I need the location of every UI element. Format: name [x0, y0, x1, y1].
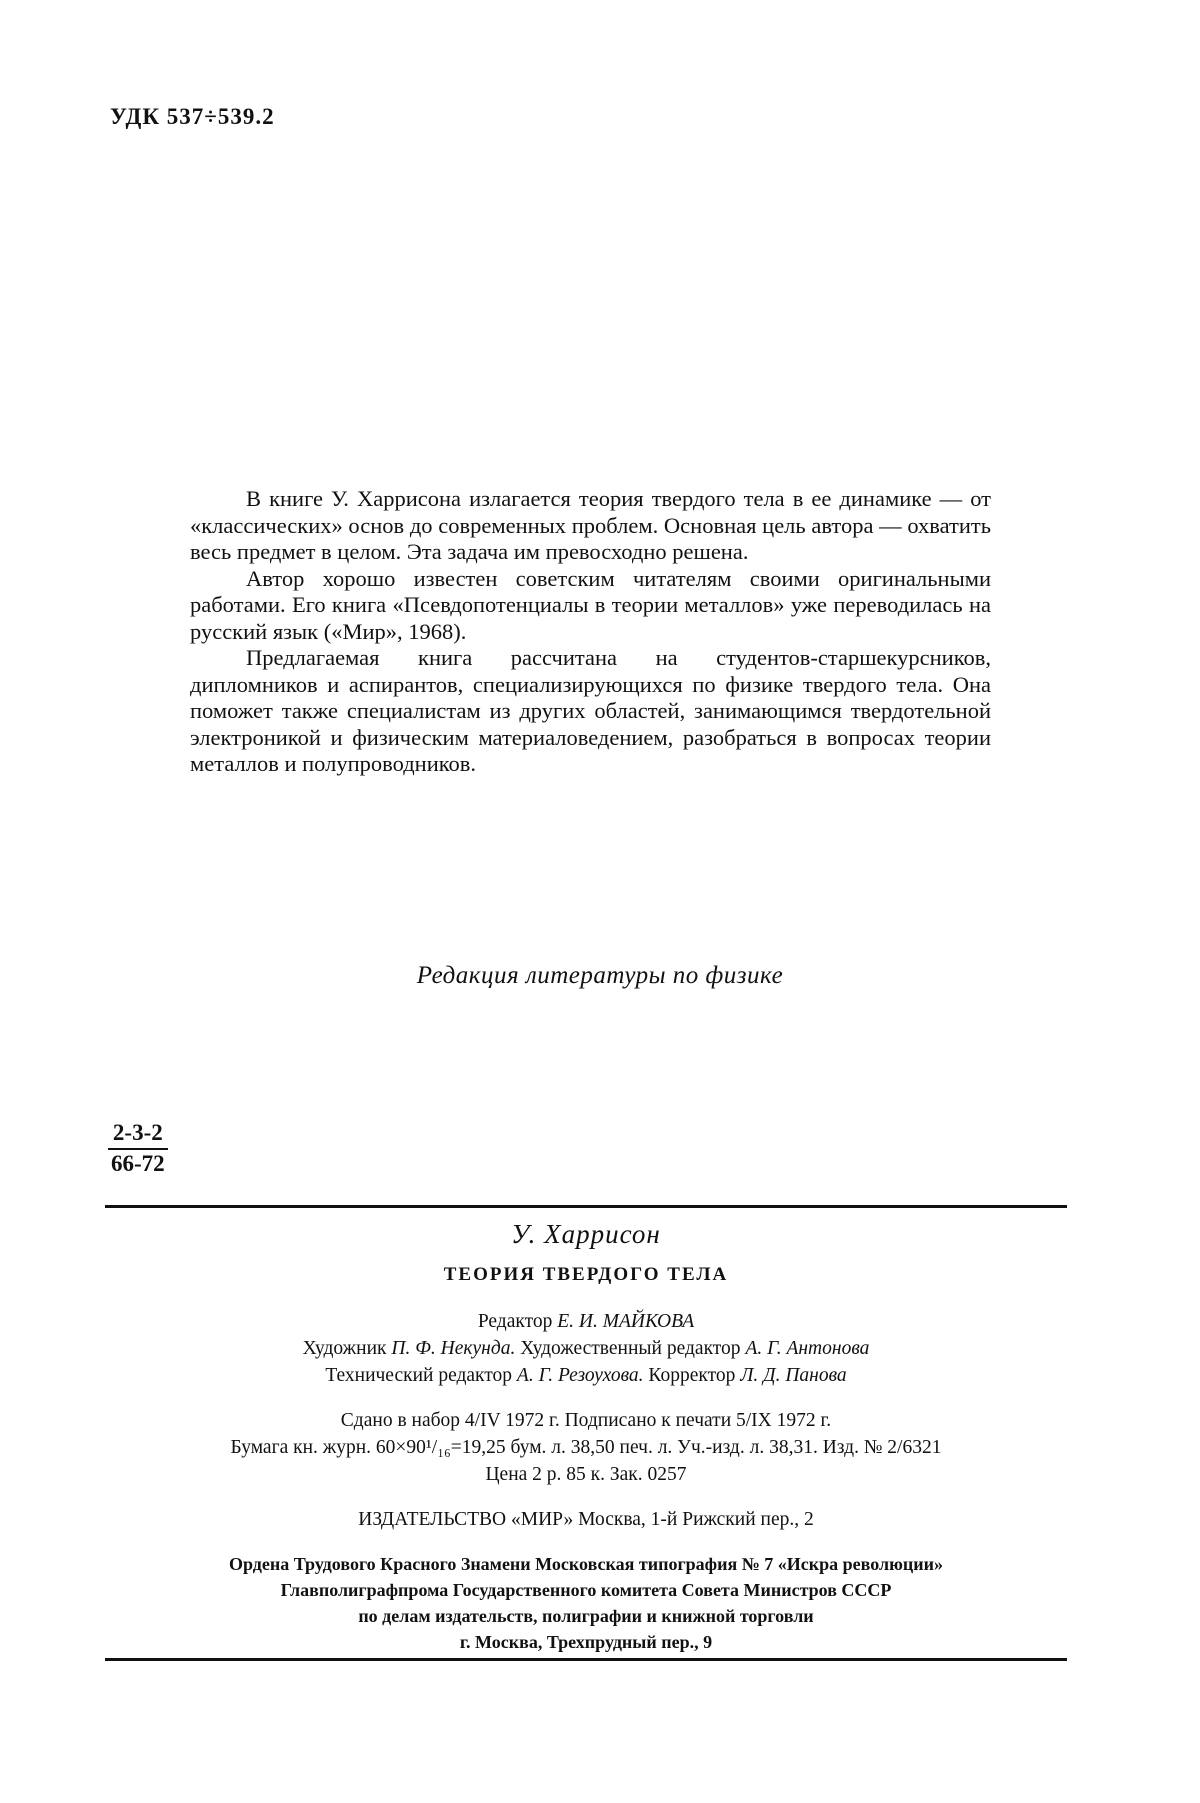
art-editor-name: А. Г. Антонова	[745, 1338, 870, 1359]
printer-address: г. Москва, Трехпрудный пер., 9	[459, 1632, 713, 1652]
print-dates: Сдано в набор 4/IV 1972 г. Подписано к печати 5/IX 1972 г.	[340, 1410, 832, 1431]
artist-label: Художник	[302, 1338, 387, 1359]
annotation	[190, 486, 991, 778]
tech-editor-line	[105, 1362, 1067, 1389]
divider-top	[105, 1205, 1067, 1208]
artist-line	[105, 1335, 1067, 1362]
editor-label: Редактор	[477, 1311, 553, 1332]
annotation-paragraph: Предлагаемая книга рассчитана на студентов-старшекурсников, дипломников и аспирантов, специализирующихся по физике твердого тела. Она поможет также специалистам из других областей, занимающимся твердотельной электроникой и физическим материаловедением, разобраться в вопросах теории металлов и полупроводников.	[190, 645, 991, 776]
catalog-code-denominator: 66-72	[108, 1148, 168, 1177]
paper-format: Бумага кн. журн. 60×90¹/₁₆=19,25 бум. л. 38,50 печ. л. Уч.-изд. л. 38,31. Изд. № 2/6321	[230, 1437, 942, 1458]
tech-editor-name: А. Г. Резоухова.	[516, 1365, 644, 1386]
divider-bottom	[105, 1658, 1067, 1661]
price-order: Цена 2 р. 85 к. Зак. 0257	[485, 1464, 687, 1485]
annotation-paragraph: В книге У. Харрисона излагается теория твердого тела в ее динамике — от «классических» основ до современных проблем. Основная цель автора — охватить весь предмет в целом. Эта задача им превосходно решена.	[190, 486, 991, 564]
editor-name: Е. И. МАЙКОВА	[557, 1311, 695, 1332]
artist-name: П. Ф. Некунда.	[391, 1338, 516, 1359]
imprint-author: У. Харрисон	[511, 1219, 661, 1249]
printer-line: по делам издательств, полиграфии и книжной торговли	[358, 1606, 814, 1626]
printer-line: Главполиграфпрома Государственного комитета Совета Министров СССР	[280, 1580, 892, 1600]
imprint-title: ТЕОРИЯ ТВЕРДОГО ТЕЛА	[443, 1264, 729, 1285]
tech-editor-label: Технический редактор	[325, 1365, 513, 1386]
publisher-address: ИЗДАТЕЛЬСТВО «МИР» Москва, 1-й Рижский пер., 2	[358, 1509, 814, 1530]
corrector-name: Л. Д. Панова	[740, 1365, 847, 1386]
catalog-code-numerator: 2-3-2	[112, 1120, 163, 1145]
annotation-paragraph: Автор хорошо известен советским читателям своими оригинальными работами. Его книга «Псевдопотенциалы в теории металлов» уже переводилась на русский язык («Мир», 1968).	[190, 565, 991, 644]
editorial-office: Редакция литературы по физике	[416, 962, 784, 989]
udk-code: УДК 537÷539.2	[110, 104, 275, 129]
printer-line: Ордена Трудового Красного Знамени Московская типография № 7 «Искра революции»	[228, 1554, 943, 1574]
imprint	[105, 1219, 1067, 1655]
catalog-code	[108, 1120, 168, 1177]
art-editor-label: Художественный редактор	[520, 1338, 741, 1359]
editor-line	[105, 1308, 1067, 1335]
corrector-label: Корректор	[648, 1365, 736, 1386]
